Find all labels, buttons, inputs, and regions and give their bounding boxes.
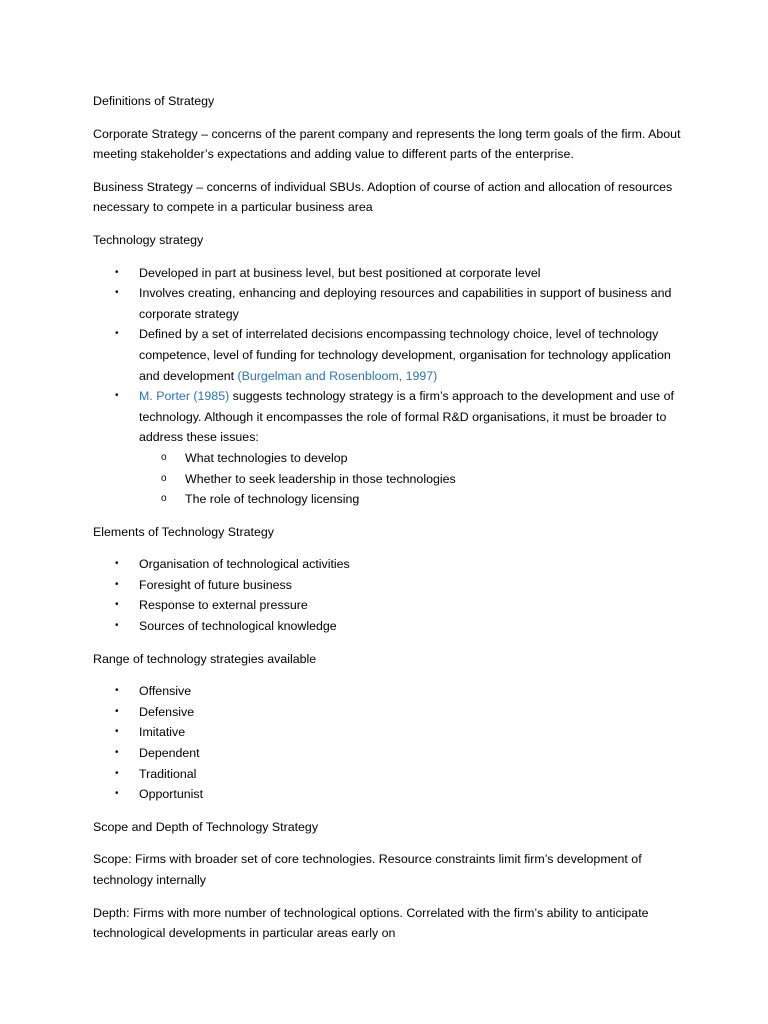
list-item-text: suggests technology strategy is a firm’s approach to the development and use of technology. Although it encompasses the role of formal R&D organisations, it must be broader to address these issues: [139, 389, 674, 445]
heading-scope-depth: Scope and Depth of Technology Strategy [93, 819, 319, 834]
citation-link[interactable]: M. Porter (1985) [139, 389, 230, 404]
list-item [93, 575, 693, 596]
bullet-icon: • [115, 266, 119, 278]
circle-bullet-icon: o [161, 493, 167, 505]
list-item [93, 263, 693, 284]
list-item-text: Organisation of technological activities [139, 557, 350, 572]
list-item-text: Defined by a set of interrelated decisions encompassing technology choice, level of technology competence, level of funding for technology development, organisation for technology application and development [139, 327, 671, 383]
circle-bullet-icon: o [161, 451, 167, 463]
para-scope: Scope: Firms with broader set of core technologies. Resource constraints limit firm’s development of technology internally [93, 852, 642, 887]
bullet-icon: • [115, 685, 119, 697]
heading-technology-strategy: Technology strategy [93, 232, 204, 247]
para-corporate-strategy: Corporate Strategy – concerns of the parent company and represents the long term goals of the firm. About meeting stakeholder’s expectations and adding value to different parts of the enterprise. [93, 126, 681, 162]
list-item [93, 784, 693, 805]
sub-list-item [139, 469, 693, 490]
sub-list [139, 448, 693, 510]
bullet-icon: • [115, 726, 119, 738]
bullet-icon: • [115, 328, 119, 340]
list-item-text: Developed in part at business level, but best positioned at corporate level [139, 265, 541, 280]
range-list [93, 681, 693, 805]
list-item [93, 283, 693, 324]
bullet-icon: • [115, 767, 119, 779]
list-item-text: Dependent [139, 746, 200, 761]
sub-item-text: The role of technology licensing [185, 492, 360, 507]
list-item [93, 702, 693, 723]
technology-strategy-list [93, 263, 693, 510]
para-depth: Depth: Firms with more number of technological options. Correlated with the firm’s ability to anticipate technological developments in particular areas early on [93, 905, 649, 941]
list-item-text: Response to external pressure [139, 598, 308, 613]
list-item-text: Foresight of future business [139, 577, 292, 592]
list-item [93, 764, 693, 785]
list-item [93, 722, 693, 743]
elements-list [93, 554, 693, 636]
list-item [93, 554, 693, 575]
list-item [93, 595, 693, 616]
document-body [93, 91, 693, 956]
bullet-icon: • [115, 747, 119, 759]
sub-item-text: What technologies to develop [185, 450, 348, 465]
heading-range: Range of technology strategies available [93, 651, 317, 666]
sub-item-text: Whether to seek leadership in those technologies [185, 471, 456, 486]
circle-bullet-icon: o [161, 472, 167, 484]
bullet-icon: • [115, 788, 119, 800]
list-item [93, 324, 693, 386]
bullet-icon: • [115, 558, 119, 570]
bullet-icon: • [115, 390, 119, 402]
list-item-text: Sources of technological knowledge [139, 619, 337, 634]
list-item [93, 616, 693, 637]
list-item [93, 386, 693, 510]
list-item-text: Offensive [139, 684, 192, 699]
bullet-icon: • [115, 705, 119, 717]
citation-link[interactable]: (Burgelman and Rosenbloom, 1997) [237, 368, 438, 383]
title-definitions: Definitions of Strategy [93, 94, 215, 108]
list-item-text: Traditional [139, 766, 197, 781]
para-business-strategy: Business Strategy – concerns of individual SBUs. Adoption of course of action and allocation of resources necessary to compete in a particular business area [93, 179, 673, 215]
heading-elements: Elements of Technology Strategy [93, 524, 274, 539]
bullet-icon: • [115, 599, 119, 611]
bullet-icon: • [115, 620, 119, 632]
sub-list-item [139, 489, 693, 510]
list-item [93, 743, 693, 764]
sub-list-item [139, 448, 693, 469]
list-item-text: Defensive [139, 704, 195, 719]
list-item [93, 681, 693, 702]
list-item-text: Imitative [139, 725, 186, 740]
list-item-text: Opportunist [139, 787, 204, 802]
bullet-icon: • [115, 287, 119, 299]
list-item-text: Involves creating, enhancing and deploying resources and capabilities in support of business and corporate strategy [139, 286, 672, 321]
bullet-icon: • [115, 578, 119, 590]
